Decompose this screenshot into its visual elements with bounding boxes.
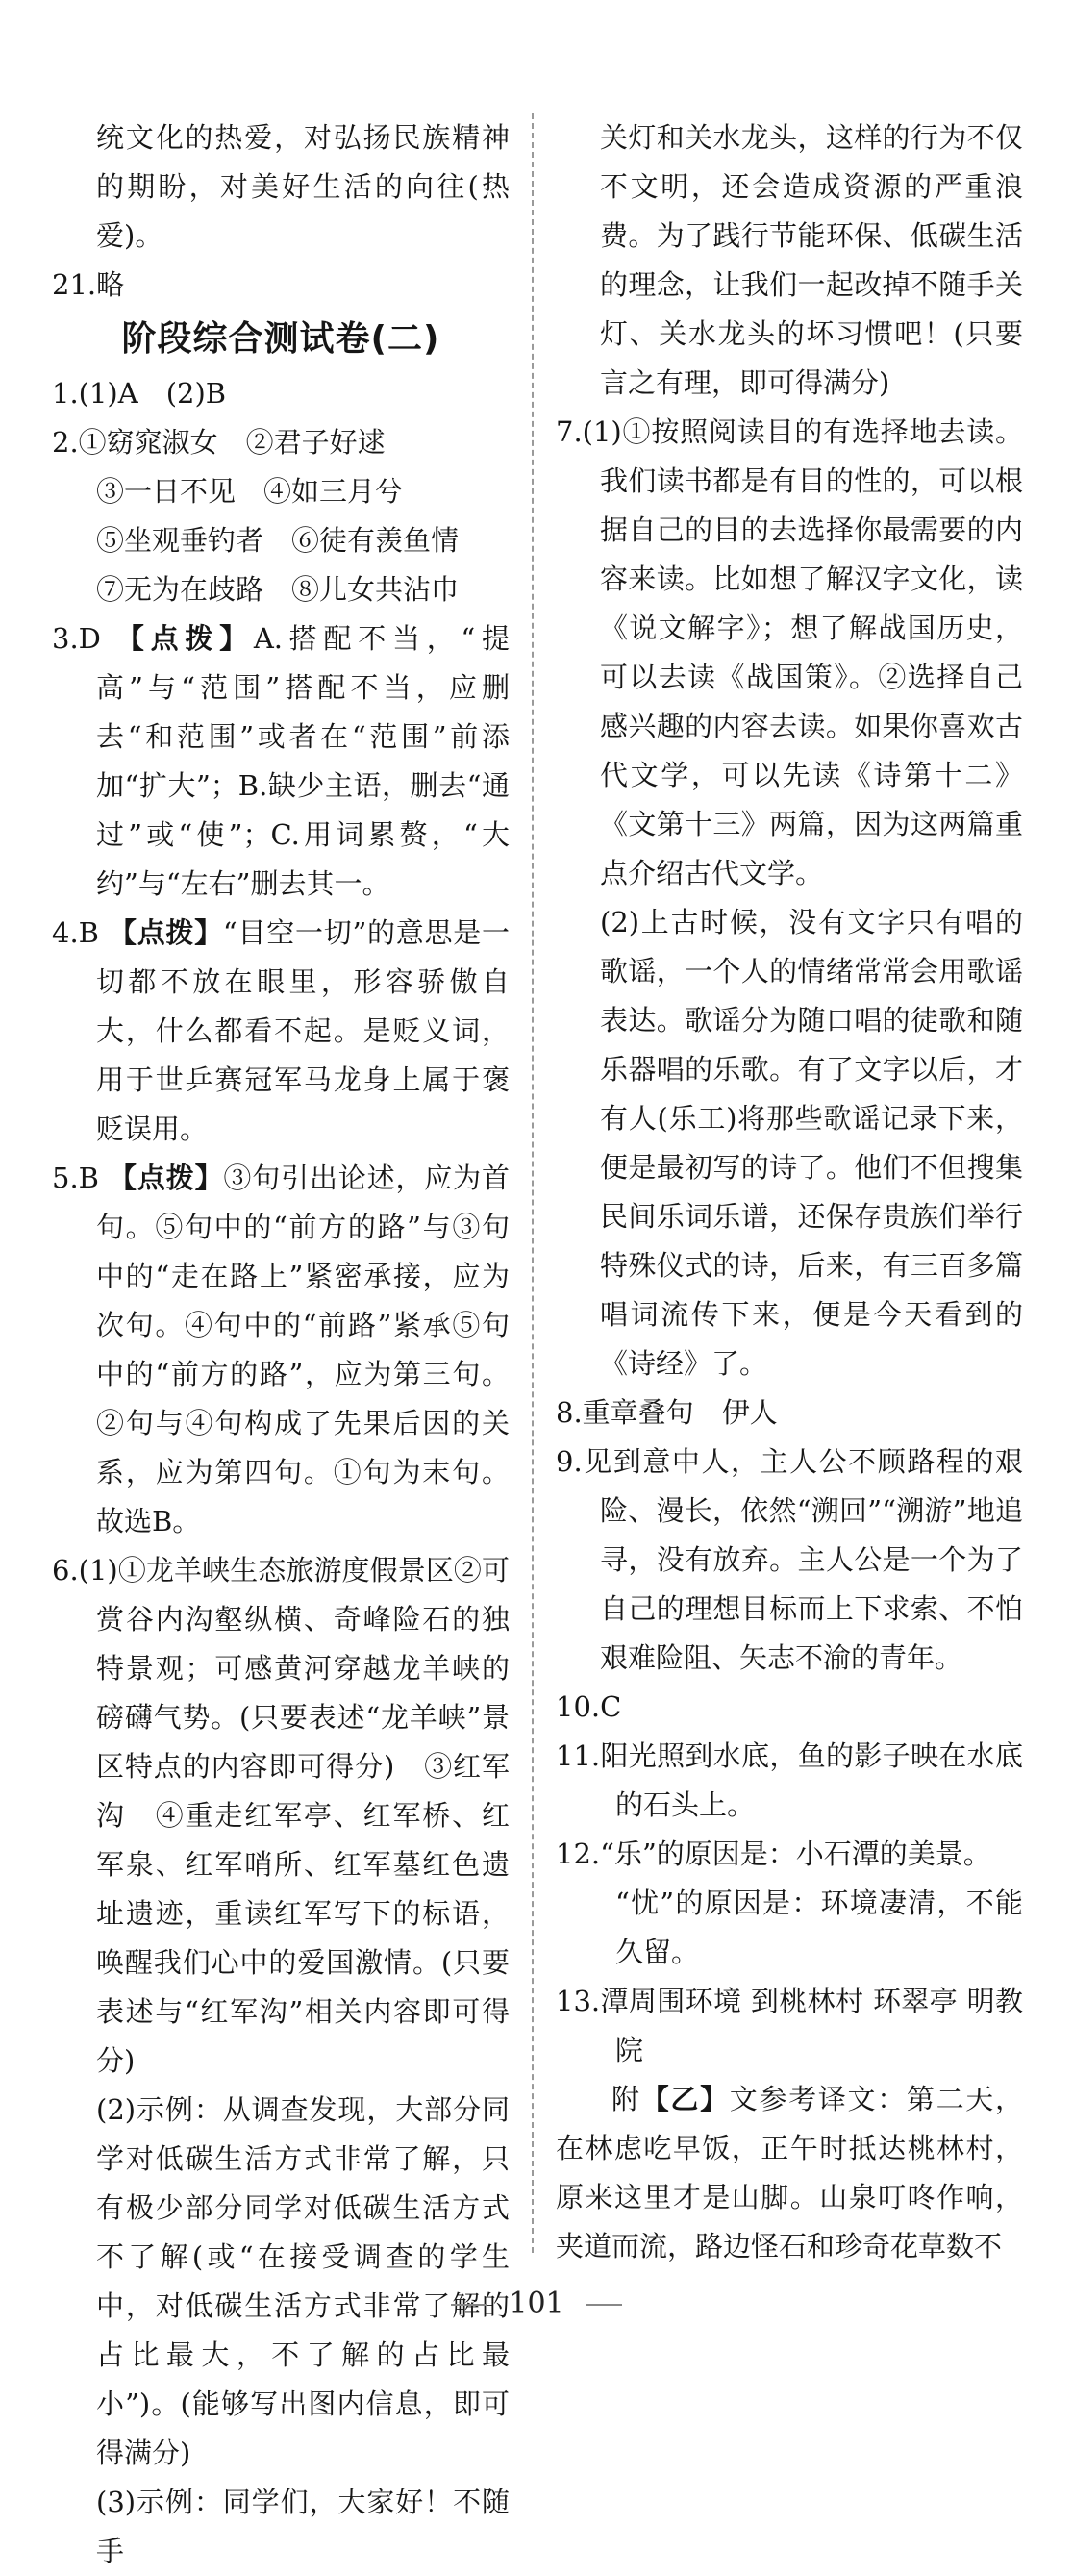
answer-3-choice: 3.D (52, 622, 116, 655)
answer-5-explanation: ③句引出论述，应为首句。⑤句中的“前方的路”与③句中的“走在路上”紧密承接，应为次句。④句中的“前路”紧承⑤句中的“前方的路”，应为第三句。②句与④句构成了先果后因的关系，应为第四句。①句为末句。故选B。 (96, 1162, 510, 1538)
footer-dash-left (451, 2304, 487, 2306)
answer-1: 1.(1)A (2)B (52, 377, 227, 410)
answer-5-choice: 5.B (52, 1162, 110, 1194)
page-footer (0, 2287, 1073, 2320)
right-column (556, 113, 1023, 2271)
answer-8: 8.重章叠句 伊人 (556, 1396, 778, 1429)
hint-tag: 【点拨】 (109, 1162, 224, 1194)
column-divider (532, 113, 534, 2253)
answer-11: 11.阳光照到水底，鱼的影子映在水底的石头上。 (556, 1739, 1023, 1821)
continued-answer-6: 关灯和关水龙头，这样的行为不仅不文明，还会造成资源的严重浪费。为了践行节能环保、低碳生活的理念，让我们一起改掉不随手关灯、关水龙头的坏习惯吧！(只要言之有理，即可得满分) (600, 121, 1023, 399)
answer-2-line-3: ⑤坐观垂钓者 ⑥徒有羡鱼情 (96, 524, 460, 557)
answer-3-explanation: A.搭配不当，“提高”与“范围”搭配不当，应删去“和范围”或者在“范围”前添加“扩大”；B.缺少主语，删去“通过”或“使”；C.用词累赘，“大约”与“左右”删去其一。 (96, 622, 510, 900)
answer-12-line-1: 12.“乐”的原因是：小石潭的美景。 (556, 1838, 991, 1870)
answer-2-line-4: ⑦无为在歧路 ⑧儿女共沾巾 (96, 573, 460, 606)
hint-tag: 【点拨】 (108, 916, 223, 949)
answer-7-part-1: 7.(1)①按照阅读目的有选择地去读。我们读书都是有目的性的，可以根据自己的目的去选择你最需要的内容来读。比如想了解汉字文化，读《说文解字》；想了解战国历史，可以去读《战国策》。②选择自己感兴趣的内容去读。如果你喜欢古代文学，可以先读《诗第十二》《文第十三》两篇，因为这两篇重点介绍古代文学。 (556, 415, 1023, 889)
appendix-tag: 【乙】 (640, 2083, 730, 2115)
answer-10: 10.C (556, 1690, 622, 1723)
answer-3 (52, 614, 510, 909)
answer-6-part-2: (2)示例：从调查发现，大部分同学对低碳生活方式非常了解，只有极少部分同学对低碳生活方式不了解(或“在接受调查的学生中，对低碳生活方式非常了解的占比最大，不了解的占比最小”)。(能够写出图内信息，即可得满分) (96, 2093, 510, 2469)
hint-tag: 【点拨】 (115, 622, 254, 655)
answer-21: 21.略 (52, 268, 125, 301)
left-column (52, 113, 510, 2576)
section-title: 阶段综合测试卷(二) (121, 319, 440, 359)
answer-9: 9.见到意中人，主人公不顾路程的艰险、漫长，依然“溯回”“溯游”地追寻，没有放弃。主人公是一个为了自己的理想目标而上下求索、不怕艰难险阻、矢志不渝的青年。 (556, 1445, 1023, 1674)
continued-answer-20: 统文化的热爱，对弘扬民族精神的期盼，对美好生活的向往(热爱)。 (96, 121, 510, 252)
answer-7-part-2: (2)上古时候，没有文字只有唱的歌谣，一个人的情绪常常会用歌谣表达。歌谣分为随口唱的徒歌和随乐器唱的乐歌。有了文字以后，才有人(乐工)将那些歌谣记录下来，便是最初写的诗了。他们不但搜集民间乐词乐谱，还保存贵族们举行特殊仪式的诗，后来，有三百多篇唱词流传下来，便是今天看到的《诗经》了。 (600, 906, 1023, 1380)
appendix-translation (556, 2075, 1023, 2271)
answer-6-part-3: (3)示例：同学们，大家好！不随手 (96, 2486, 510, 2567)
footer-dash-right (586, 2304, 622, 2306)
appendix-text: 文参考译文：第二天，在林虑吃早饭，正午时抵达桃林村，原来这里才是山脚。山泉叮咚作响，夹道而流，路边怪石和珍奇花草数不 (556, 2083, 1023, 2263)
answer-4-choice: 4.B (52, 916, 109, 949)
answer-4-explanation: “目空一切”的意思是一切都不放在眼里，形容骄傲自大，什么都看不起。是贬义词，用于世乒赛冠军马龙身上属于褒贬误用。 (96, 916, 510, 1145)
answer-12-line-2: “忧”的原因是：环境凄清，不能久留。 (615, 1887, 1023, 1968)
answer-13: 13.潭周围环境 到桃林村 环翠亭 明教院 (556, 1985, 1023, 2066)
answer-4 (52, 909, 510, 1154)
page-number: 101 (509, 2287, 564, 2320)
answer-5 (52, 1154, 510, 1546)
answer-2-line-1: 2.①窈窕淑女 ②君子好逑 (52, 426, 386, 459)
answer-2-line-2: ③一日不见 ④如三月兮 (96, 475, 404, 508)
answer-6-part-1: 6.(1)①龙羊峡生态旅游度假景区②可赏谷内沟壑纵横、奇峰险石的独特景观；可感黄河穿越龙羊峡的磅礴气势。(只要表述“龙羊峡”景区特点的内容即可得分) ③红军沟 ④重走红军亭、红军桥、红军泉、红军哨所、红军墓红色遗址遗迹，重读红军写下的标语，唤醒我们心中的爱国激情。(只要表述与“红军沟”相关内容即可得分) (52, 1554, 510, 2077)
appendix-label: 附 (611, 2083, 641, 2115)
